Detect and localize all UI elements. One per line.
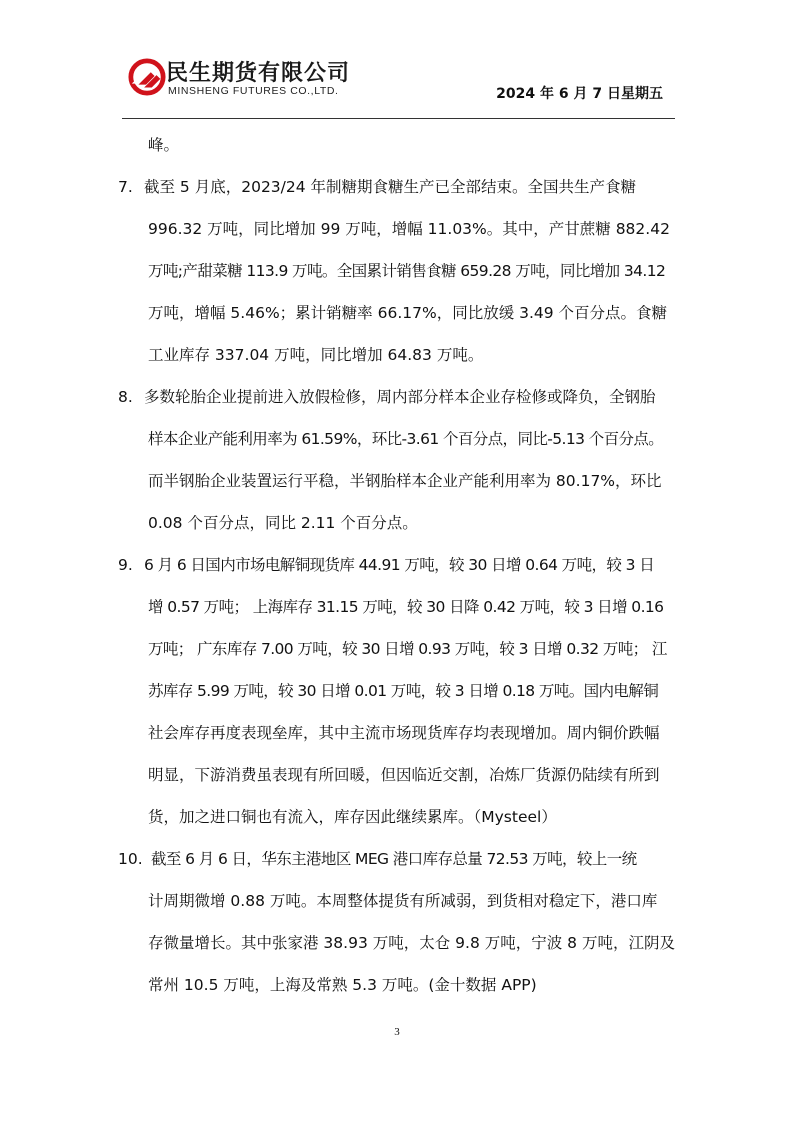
item-line: 样本企业产能利用率为 61.59%，环比-3.61 个百分点，同比-5.13 个百分点。	[148, 430, 664, 448]
company-name-en: MINSHENG FUTURES CO.,LTD.	[168, 85, 339, 97]
item-line: 明显，下游消费虽表现有所回暖，但因临近交割，冶炼厂货源仍陆续有所到	[148, 766, 660, 784]
page-number: 3	[394, 1026, 400, 1038]
item-line: 存微量增长。其中张家港 38.93 万吨，太仓 9.8 万吨，宁波 8 万吨，江阴及	[148, 934, 675, 952]
item-number: 9.	[118, 556, 133, 574]
item-line: 万吨，增幅 5.46%；累计销糖率 66.17%，同比放缓 3.49 个百分点。食糖	[148, 304, 668, 322]
item-line: 0.08 个百分点，同比 2.11 个百分点。	[148, 514, 418, 532]
item-line: 增 0.57 万吨； 上海库存 31.15 万吨，较 30 日降 0.42 万吨，较 3 日增 0.16	[148, 598, 664, 616]
item-number: 10.	[118, 850, 143, 868]
company-name-cn: 民生期货有限公司	[166, 61, 351, 86]
page-header	[122, 52, 675, 120]
item-line: 工业库存 337.04 万吨，同比增加 64.83 万吨。	[148, 346, 484, 364]
list-item-7	[118, 166, 678, 376]
item-line: 6 月 6 日国内市场电解铜现货库 44.91 万吨，较 30 日增 0.64 万吨，较 3 日	[144, 556, 655, 574]
minsheng-logo-icon	[128, 58, 166, 96]
list-item-10	[118, 838, 678, 1006]
item-line: 万吨； 广东库存 7.00 万吨，较 30 日增 0.93 万吨，较 3 日增 0.32 万吨； 江	[148, 640, 667, 658]
item-line: 截至 6 月 6 日，华东主港地区 MEG 港口库存总量 72.53 万吨，较上一统	[151, 850, 637, 868]
item-line: 多数轮胎企业提前进入放假检修，周内部分样本企业存检修或降负，全钢胎	[144, 388, 656, 406]
report-date: 2024 年 6 月 7 日星期五	[496, 86, 663, 102]
item-line: 社会库存再度表现垒库，其中主流市场现货库存均表现增加。周内铜价跌幅	[148, 724, 660, 742]
item-line: 计周期微增 0.88 万吨。本周整体提货有所减弱，到货相对稳定下，港口库	[148, 892, 658, 910]
item-line: 万吨;产甜菜糖 113.9 万吨。全国累计销售食糖 659.28 万吨，同比增加 34.12	[148, 262, 666, 280]
item-line: 苏库存 5.99 万吨，较 30 日增 0.01 万吨，较 3 日增 0.18 万吨。国内电解铜	[148, 682, 659, 700]
list-item-9	[118, 544, 678, 838]
item-line: 货，加之进口铜也有流入，库存因此继续累库。（Mysteel）	[148, 808, 557, 826]
list-item-8	[118, 376, 678, 544]
header-divider	[122, 118, 675, 119]
item-line: 而半钢胎企业装置运行平稳，半钢胎样本企业产能利用率为 80.17%，环比	[148, 472, 662, 490]
item-number: 7.	[118, 178, 133, 196]
item-line: 截至 5 月底，2023/24 年制糖期食糖生产已全部结束。全国共生产食糖	[144, 178, 637, 196]
document-body	[118, 124, 678, 1006]
previous-item-tail: 峰。	[148, 136, 180, 154]
item-line: 常州 10.5 万吨，上海及常熟 5.3 万吨。(金十数据 APP)	[148, 976, 537, 994]
item-number: 8.	[118, 388, 133, 406]
item-line: 996.32 万吨，同比增加 99 万吨，增幅 11.03%。其中，产甘蔗糖 882.42	[148, 220, 670, 238]
